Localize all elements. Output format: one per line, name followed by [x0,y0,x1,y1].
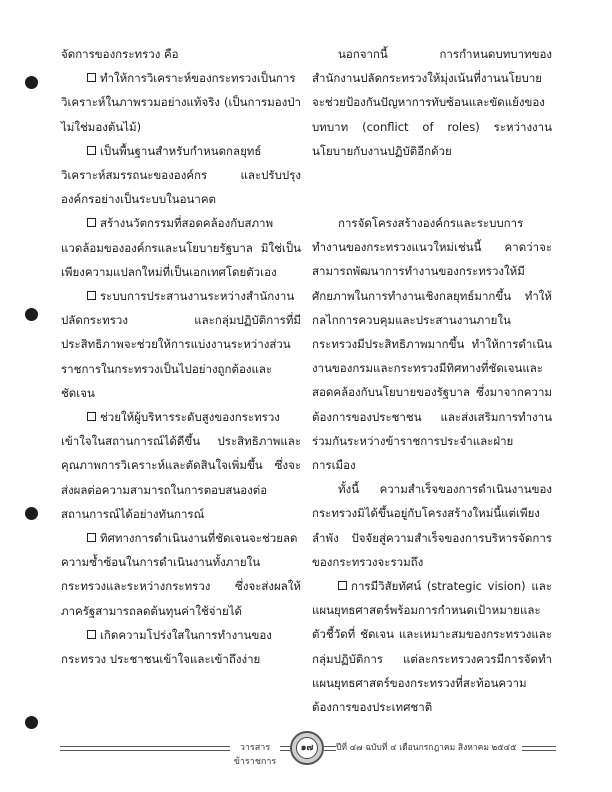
bullet-item [61,211,301,284]
checkbox-bullet-icon [87,630,96,639]
bullet-text: ทิศทางการดำเนินงานที่ชัดเจนจะช่วยลดความซ้ำซ้อนในการดำเนินงานทั้งภายในกระทรวงและระหว่างกระทรวง ซึ่งจะส่งผลให้ภาครัฐสามารถลดต้นทุนค่าใช้จ่ายได้ [61,531,301,618]
bullet-text: สร้างนวัตกรรมที่สอดคล้องกับสภาพแวดล้อมขององค์กรและนโยบายรัฐบาล มิใช่เป็นเพียงความแปลกใหม่ที่เป็นเอกเทศโดยตัวเอง [61,216,301,279]
bullet-item [61,284,301,405]
checkbox-bullet-icon [87,533,96,542]
binder-hole-4 [25,716,38,729]
bullet-text: เป็นพื้นฐานสำหรับกำหนดกลยุทธ์ วิเคราะห์สมรรถนะขององค์กร และปรับปรุงองค์กรอย่างเป็นระบบในอนาคต [61,143,301,207]
page-number-badge [290,731,324,765]
bullet-text: การมีวิสัยทัศน์ (strategic vision) และแผนยุทธศาสตร์พร้อมการกำหนดเป้าหมายและตัวชี้วัดที่ ชัดเจน และเหมาะสมของกระทรวงและกลุ่มปฏิบัติการ แต่ละกระทรวงควรมีการจัดทำแผนยุทธศาสตร์ของกระทรวงที่สะท้อนความต้องการของประเทศชาติ [312,579,552,715]
checkbox-bullet-icon [87,412,96,421]
bullet-text: ช่วยให้ผู้บริหารระดับสูงของกระทรวงเข้าใจในสถานการณ์ได้ดีขึ้น ประสิทธิภาพและคุณภาพการวิเคราะห์และตัดสินใจเพิ่มขึ้น ซึ่งจะส่งผลต่อความสามารถในการตอบสนองต่อสถานการณ์ได้อย่างทันการณ์ [61,410,301,521]
bullet-text: ทำให้การวิเคราะห์ของกระทรวงเป็นการวิเคราะห์ในภาพรวมอย่างแท้จริง (เป็นการมองป่า ไม่ใช่มองต้นไม้) [61,71,301,134]
paragraph: นอกจากนี้ การกำหนดบทบาทของสำนักงานปลัดกระทรวงให้มุ่งเน้นที่งานนโยบายจะช่วยป้องกันปัญหาการทับซ้อนและขัดแย้งของบทบาท (conflict of roles) ระหว่างงานนโยบายกับงานปฏิบัติอีกด้วย [312,47,552,158]
paragraph: ทั้งนี้ ความสำเร็จของการดำเนินงานของกระทรวงมิได้ขึ้นอยู่กับโครงสร้างใหม่นี้แต่เพียงลำพัง ปัจจัยสู่ความสำเร็จของการบริหารจัดการของกระทรวงจะรวมถึง [312,482,552,569]
journal-name: วารสารข้าราชการ [230,740,280,768]
bullet-item [312,574,552,719]
bullet-item [61,623,301,671]
checkbox-bullet-icon [87,291,96,300]
bullet-item [61,66,301,139]
bullet-item [61,526,301,623]
page-footer [60,727,560,767]
page-number: ๑๗ [296,737,318,759]
left-column [61,42,301,671]
binder-hole-2 [25,308,38,321]
checkbox-bullet-icon [87,146,96,155]
binder-hole-1 [25,76,38,89]
right-column [312,42,552,719]
issue-info: ปีที่ ๔๗ ฉบับที่ ๔ เดือนกรกฎาคม สิงหาคม ๒๕๔๕ [336,740,522,754]
binder-hole-3 [25,507,38,520]
paragraph: จัดการของกระทรวง คือ [61,47,179,61]
paragraph: การจัดโครงสร้างองค์กรและระบบการทำงานของกระทรวงแนวใหม่เช่นนี้ คาดว่าจะสามารถพัฒนาการทำงานของกระทรวงให้มีศักยภาพในการทำงานเชิงกลยุทธ์มากขึ้น ทำให้กลไกการควบคุมและประสานงานภายในกระทรวงมีประสิทธิภาพมากขึ้น ทำให้การดำเนินงานของกรมและกระทรวงมีทิศทางที่ชัดเจนและสอดคล้องกับนโยบายของรัฐบาล ซึ่งมาจากความต้องการของประชาชน และส่งเสริมการทำงานร่วมกันระหว่างข้าราชการประจำและฝ่ายการเมือง [312,216,552,473]
bullet-text: ระบบการประสานงานระหว่างสำนักงานปลัดกระทรวง และกลุ่มปฏิบัติการที่มีประสิทธิภาพจะช่วยให้การแบ่งงานระหว่างส่วนราชการในกระทรวงเป็นไปอย่างถูกต้องและชัดเจน [61,289,301,400]
bullet-text: เกิดความโปร่งใสในการทำงานของกระทรวง ประชาชนเข้าใจและเข้าถึงง่าย [61,627,272,667]
checkbox-bullet-icon [87,218,96,227]
bullet-item [61,139,301,212]
bullet-item [61,405,301,526]
checkbox-bullet-icon [87,73,96,82]
checkbox-bullet-icon [338,581,347,590]
